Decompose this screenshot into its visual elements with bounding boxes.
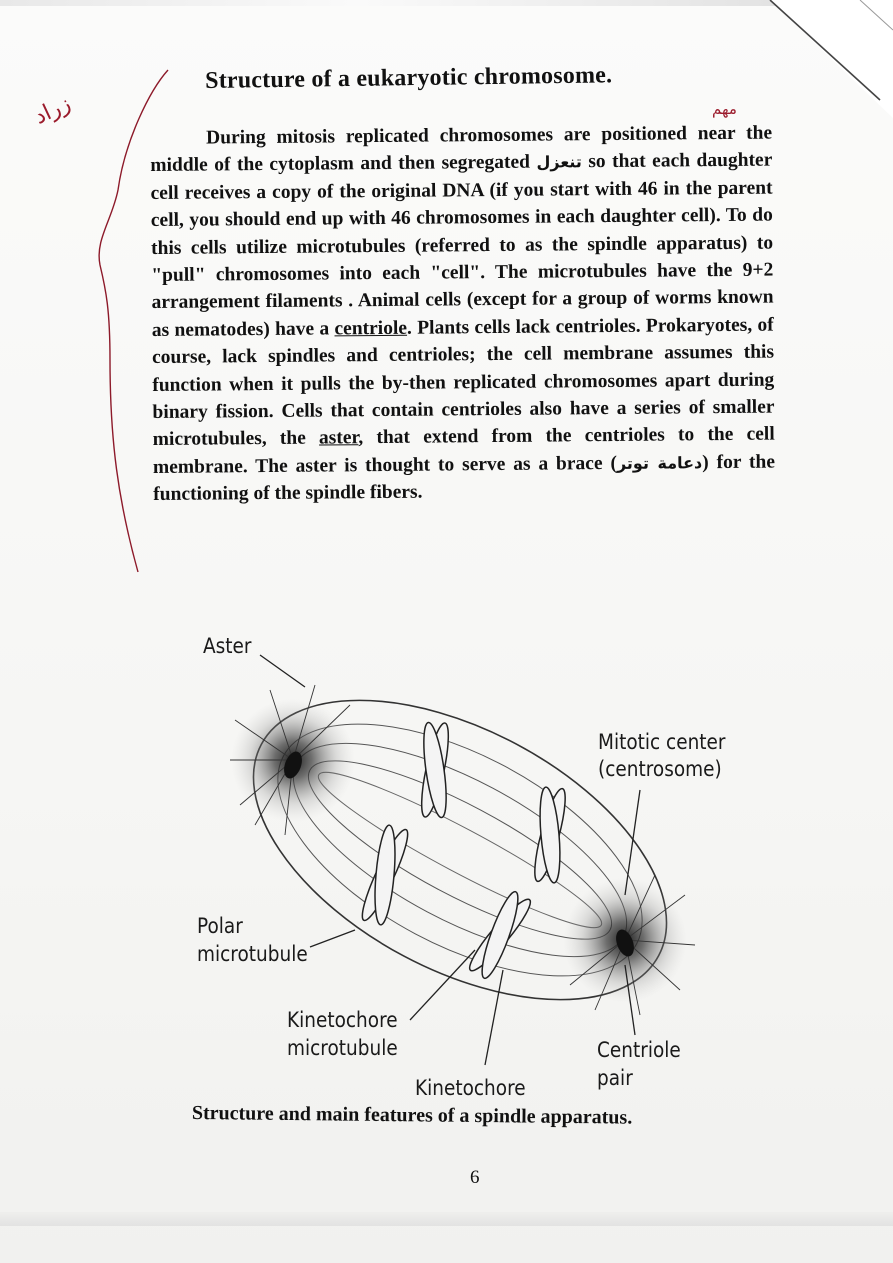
paragraph-part-4: , that extend from the centrioles to the cell membrane. The aster is thought to serve as a brace ( [152,424,775,478]
label-centrosome: (centrosome) [598,757,722,781]
label-kinetochore: Kinetochore [415,1076,526,1100]
term-aster: aster [318,427,359,450]
term-centriole: centriole [334,317,408,340]
label-kinetochore-microtubule-1: Kinetochore [287,1008,398,1032]
figure-caption: Structure and main features of a spindle apparatus. [191,1102,633,1129]
paragraph-part-1: During mitosis replicated chromosomes are positioned near the middle of the cytoplasm and then segregated [150,122,773,177]
margin-note: زراد [30,91,75,130]
paragraph-part-5: ) for the functioning of the spindle fibers. [153,451,776,506]
label-kinetochore-microtubule-2: microtubule [287,1036,398,1060]
spindle-illustration [185,625,765,1095]
label-mitotic-center: Mitotic center [598,730,726,754]
arabic-gloss-segregated: تنعزل [536,152,582,173]
page-title: Structure of a eukaryotic chromosome. [205,62,613,94]
page-number: 6 [470,1167,480,1188]
label-centriole-pair: pair [597,1066,633,1090]
scan-bottom-edge [0,1212,893,1226]
paragraph-part-2: so that each daughter cell receives a copy of the original DNA (if you start with 46 in the parent cell, you should end up with 46 chromosomes in each daughter cell). To do this cells utilize microtubules (referred to as the spindle apparatus) to "pull" chromosomes into each "cell". The microtubules have the 9+2 arrangement filaments . Animal cells (except for a group of worms known as nematodes) have a [150,149,774,341]
body-paragraph [150,120,775,509]
label-centriole: Centriole [597,1038,681,1062]
label-polar: Polar [197,914,243,938]
spindle-figure [185,625,765,1100]
paragraph-part-3: . Plants cells lack centrioles. Prokaryotes, of course, lack spindles and centrioles; the cell membrane assumes this function when it pulls the by-then replicated chromosomes apart during binary fission. Cells that contain centrioles also have a series of smaller microtubules, the [151,314,775,451]
label-polar-microtubule: microtubule [197,942,308,966]
label-aster: Aster [203,634,252,658]
arabic-gloss-brace: دعامة توتر [616,453,703,473]
top-note: مهم [712,100,737,118]
